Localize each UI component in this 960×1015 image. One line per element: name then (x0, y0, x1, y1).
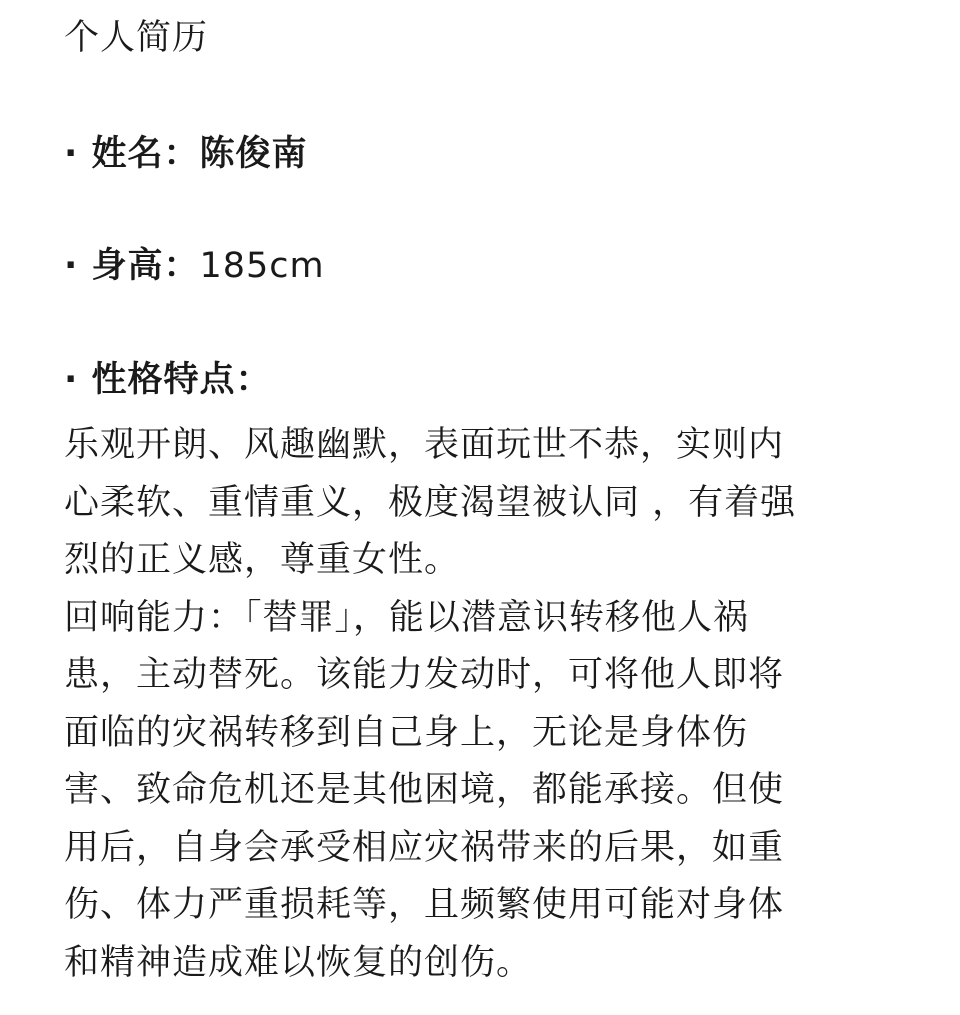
page-title: 个人简历 (64, 18, 209, 58)
name-field (64, 134, 308, 174)
body-line: 用后，自身会承受相应灾祸带来的后果，如重 (64, 827, 785, 868)
body-line: 烈的正义感，尊重女性。 (64, 540, 461, 580)
name-value: 陈俊南 (199, 134, 308, 174)
body-line: 乐观开朗、风趣幽默，表面玩世不恭，实则内 (64, 425, 785, 465)
body-line: 和精神造成难以恢复的创伤。 (64, 942, 533, 983)
name-label: · 姓名： (64, 134, 200, 174)
body-line: 害、致命危机还是其他困境，都能承接。但使 (64, 770, 785, 810)
body-line: 面临的灾祸转移到自己身上，无论是身体伤 (64, 712, 749, 753)
body-line: 患，主动替死。该能力发动时，可将他人即将 (64, 655, 785, 695)
height-field (64, 246, 325, 286)
height-value: 185cm (199, 246, 325, 286)
traits-body (64, 417, 884, 992)
traits-heading: · 性格特点： (64, 360, 272, 400)
body-line: 伤、体力严重损耗等，且频繁使用可能对身体 (64, 885, 785, 925)
body-line: 心柔软、重情重义，极度渴望被认同 ，有着强 (64, 482, 797, 523)
body-line: 回响能力：「替罪」，能以潜意识转移他人祸 (64, 597, 750, 638)
height-label: · 身高： (64, 246, 200, 286)
